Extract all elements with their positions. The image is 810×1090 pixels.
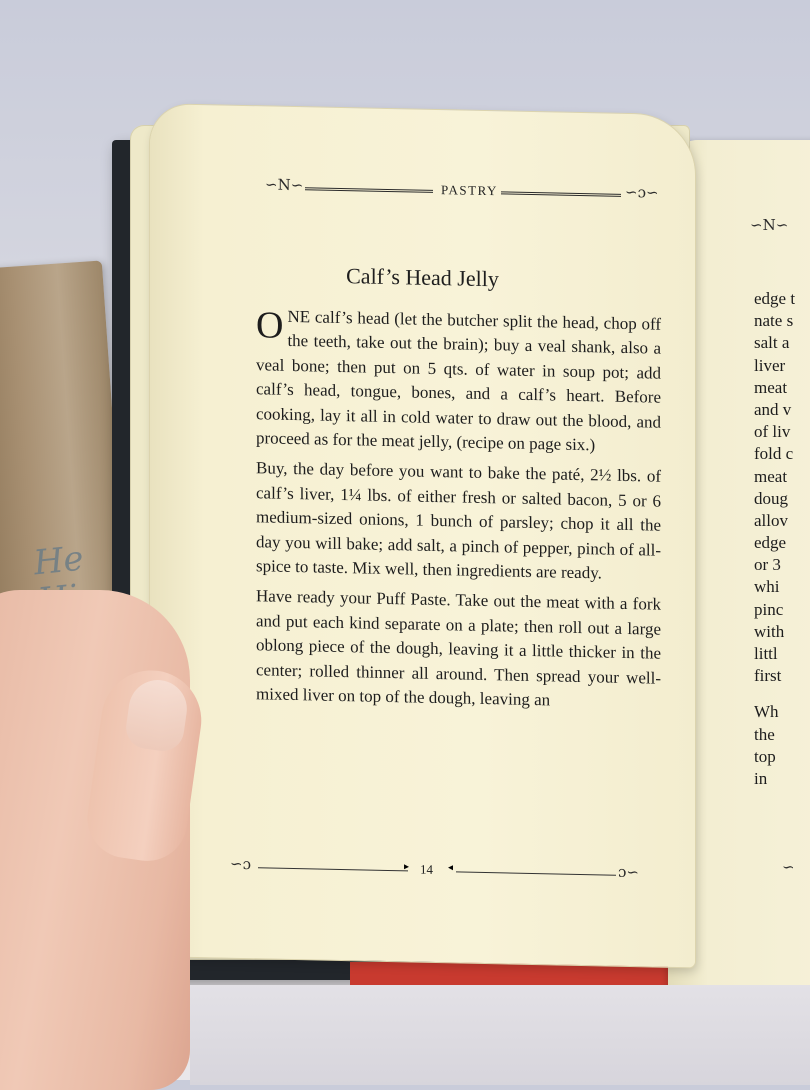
page-footer: [230, 854, 650, 887]
right-page-line: meat: [754, 466, 788, 486]
right-page-line: liver: [754, 355, 786, 375]
recipe-body: [256, 304, 661, 721]
footer-rule-left: [258, 867, 408, 871]
footer-rule-right: [456, 871, 616, 875]
right-page-line: or 3: [754, 555, 781, 575]
running-head: [265, 176, 660, 204]
right-page-line: allov: [754, 510, 788, 530]
right-page-line: littl: [754, 644, 778, 663]
right-page-text: [754, 288, 810, 790]
right-page-line: Wh: [754, 702, 779, 722]
left-page: [150, 104, 695, 967]
right-page-footer-ornament-icon: ∽: [782, 858, 795, 876]
right-page-line: first: [754, 666, 782, 686]
right-page-line: top: [754, 746, 776, 766]
recipe-title: Calf’s Head Jelly: [346, 263, 499, 292]
paragraph-3: Have ready your Puff Paste. Take out the meat with a fork and put each kind separate on a plate; then roll out a large oblong piece of the dough, leaving it a little thicker in the center; rolled thinner all around. Then spread your well-mixed liver on top of the dough, leaving an: [256, 586, 661, 710]
right-page-line: doug: [754, 488, 788, 508]
background-book-cover-text: He: [31, 538, 86, 584]
header-rule-left: [305, 187, 433, 193]
table-cloth: [190, 985, 810, 1085]
header-rule-right: [501, 191, 621, 197]
right-page-line: the: [754, 724, 775, 744]
right-page-line: pinc: [754, 599, 784, 619]
footer-arrow-left-icon: ◂: [448, 862, 454, 874]
right-page-ornament-icon: ∽N∽: [750, 216, 789, 234]
right-page-line: of liv: [754, 422, 791, 442]
right-page-line: salt a: [754, 333, 790, 353]
right-page-line: whi: [754, 577, 780, 597]
right-page-line: fold c: [754, 444, 794, 464]
paragraph-1-text: NE calf’s head (let the butcher split the head, chop off the teeth, take out the brain); buy a veal shank, also a veal bone; then put on 5 qts. of water in soup pot; add calf’s head, tongue, bones, and a calf’s heart. Before cooking, lay it all in cold water to draw out the blood, and proceed as for the meat jelly, (recipe on page six.): [256, 306, 661, 455]
footer-left-ornament-icon: ∽ɔ: [230, 854, 251, 874]
paragraph-1: [256, 304, 661, 459]
right-page-line: in: [754, 768, 768, 788]
footer-arrow-right-icon: ▸: [404, 861, 410, 873]
running-head-text: PASTRY: [441, 182, 498, 199]
right-page-line: edge t: [754, 289, 796, 308]
page-number: 14: [420, 861, 433, 877]
right-page-line: with: [754, 621, 785, 641]
footer-right-ornament-icon: ɔ∽: [618, 862, 639, 882]
right-page-line: nate s: [754, 311, 794, 331]
header-right-ornament-icon: ∽ɔ∽: [625, 182, 659, 202]
right-page-line: [754, 687, 810, 701]
drop-cap: O: [256, 304, 284, 347]
right-page-line: meat: [754, 377, 788, 397]
paragraph-2: Buy, the day before you want to bake the paté, 2½ lbs. of calf’s liver, 1¼ lbs. of either fresh or salted bacon, 5 or 6 medium-sized onions, 1 bunch of parsley; chop it all the day you will bake; add salt, a pinch of pepper, pinch of all-spice to taste. Mix well, then ingredients are ready.: [256, 458, 661, 583]
right-page-line: edge: [754, 533, 787, 553]
header-left-ornament-icon: ∽N∽: [265, 175, 304, 195]
right-page-line: and v: [754, 399, 792, 419]
